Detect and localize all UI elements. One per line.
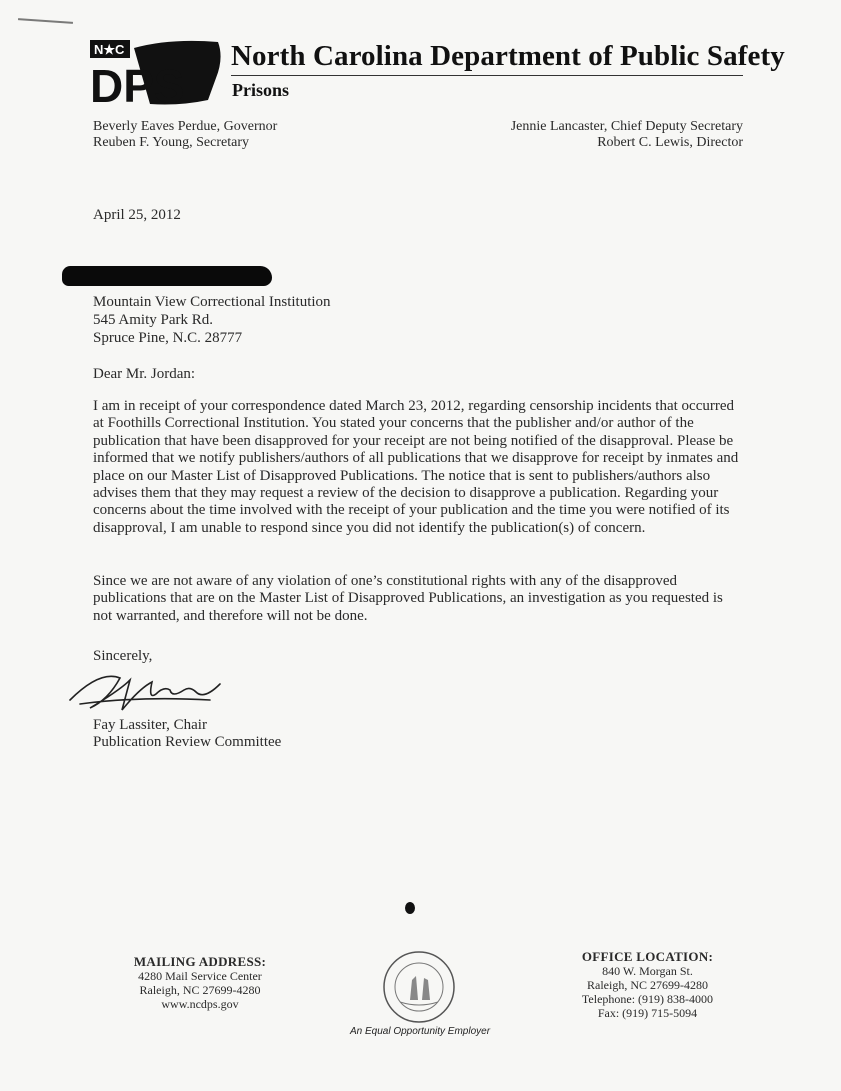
state-seal-icon (382, 950, 456, 1024)
division-name: Prisons (232, 80, 290, 100)
office-location (565, 950, 730, 1020)
letter-date: April 25, 2012 (93, 207, 181, 223)
handwritten-signature (60, 660, 240, 720)
mailing-address (120, 955, 280, 1011)
officials-right (511, 119, 743, 151)
office-title: OFFICE LOCATION: (581, 949, 714, 964)
official-deputy: Jennie Lancaster, Chief Deputy Secretary (510, 119, 743, 134)
official-governor: Beverly Eaves Perdue, Governor (93, 119, 278, 134)
official-secretary: Reuben F. Young, Secretary (93, 135, 249, 150)
mailing-line: 4280 Mail Service Center (138, 969, 262, 983)
signer-title: Publication Review Committee (93, 734, 282, 750)
recipient-address (93, 293, 331, 347)
scan-mark (18, 18, 73, 24)
equal-opportunity-text: An Equal Opportunity Employer (349, 1026, 491, 1037)
mailing-website: www.ncdps.gov (161, 997, 239, 1011)
department-name: North Carolina Department of Public Safety (231, 40, 785, 72)
office-phone: Telephone: (919) 838-4000 (581, 992, 714, 1006)
mailing-title: MAILING ADDRESS: (133, 954, 267, 969)
address-line: 545 Amity Park Rd. (93, 312, 214, 328)
dps-logo (90, 40, 228, 106)
signer-name: Fay Lassiter, Chair (93, 717, 207, 733)
office-line: Raleigh, NC 27699-4280 (587, 978, 708, 992)
ink-dot (405, 902, 415, 914)
address-line: Spruce Pine, N.C. 28777 (93, 330, 243, 346)
mailing-line: Raleigh, NC 27699-4280 (139, 983, 261, 997)
redaction-bar (62, 266, 272, 286)
office-fax: Fax: (919) 715-5094 (597, 1006, 698, 1020)
body-paragraph-1: I am in receipt of your correspondence dated March 23, 2012, regarding censorship incidents that occurred at Foothills Correctional Institution. You stated your concerns that the publisher and/or author of the publication that have been disapproved for your receipt are not being notified of the disapproval. Please be informed that we notify publishers/authors of all publications that we disapprove for receipt by inmates and place on our Master List of Disapproved Publications. The notice that is sent to publishers/authors also advises them that they may request a review of the decision to disapprove a publication. Regarding your concerns about the time involved with the receipt of your publication and the time you were notified of its disapproval, I am unable to respond since you did not identify the publication(s) of concern. (93, 398, 739, 536)
official-director: Robert C. Lewis, Director (597, 135, 743, 150)
salutation: Dear Mr. Jordan: (93, 366, 196, 382)
closing: Sincerely, (93, 648, 153, 664)
office-line: 840 W. Morgan St. (602, 964, 693, 978)
header-rule (231, 75, 743, 76)
logo-badge-text: N★C (94, 42, 125, 57)
signer-block (93, 717, 281, 751)
officials-left (93, 119, 277, 151)
body-paragraph-2: Since we are not aware of any violation of one’s constitutional rights with any of the disapproved publications that are on the Master List of Disapproved Publications, an investigation as you requested is not warranted, and therefore will not be done. (93, 573, 723, 624)
address-line: Mountain View Correctional Institution (93, 294, 331, 310)
logo-dps-text: DPS (90, 60, 185, 106)
